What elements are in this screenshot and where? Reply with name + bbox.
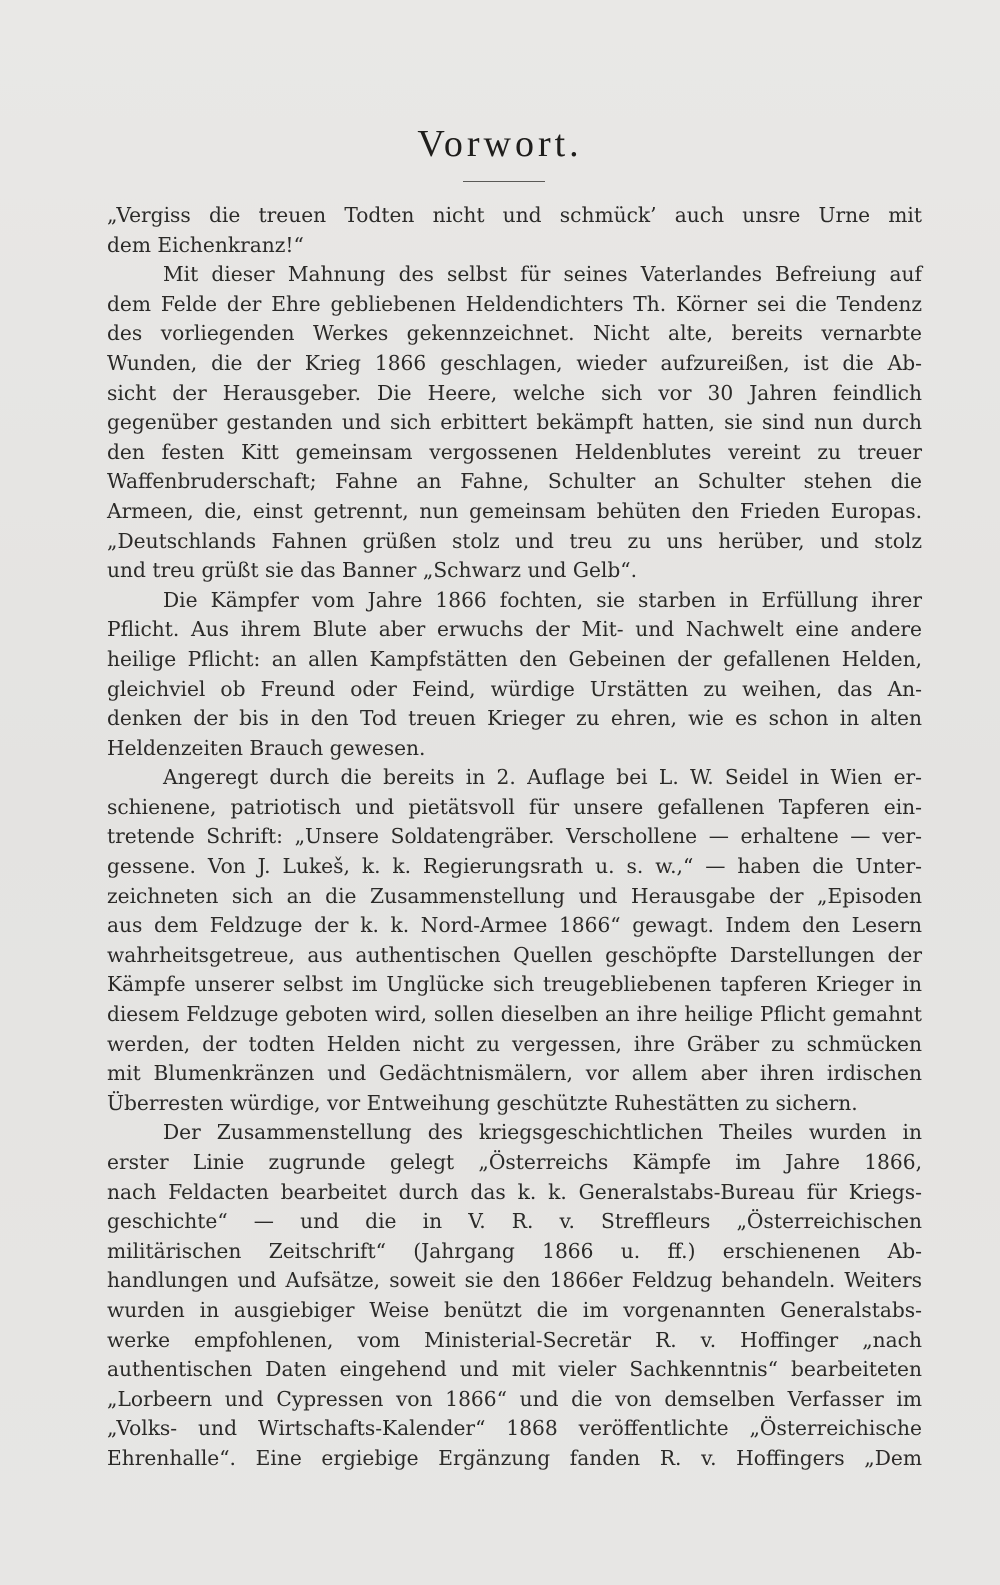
text-line: den festen Kitt gemeinsam vergossenen Heldenblutes vereint zu treuer — [107, 439, 922, 464]
text-line: tretende Schrift: „Unsere Soldatengräber. Verschollene — erhaltene — ver- — [107, 824, 922, 849]
text-line: Waffenbruderschaft; Fahne an Fahne, Schulter an Schulter stehen die — [107, 469, 922, 494]
text-line: Heldenzeiten Brauch gewesen. — [107, 735, 426, 760]
text-line: militärischen Zeitschrift“ (Jahrgang 1866 u. ff.) erschienenen Ab- — [107, 1238, 922, 1263]
title-rule — [463, 181, 545, 182]
text-line: Überresten würdige, vor Entweihung geschützte Ruhestätten zu sichern. — [107, 1090, 858, 1115]
text-line: gessene. Von J. Lukeš, k. k. Regierungsrath u. s. w.,“ — haben die Unter- — [107, 854, 922, 879]
text-line: authentischen Daten eingehend und mit vieler Sachkenntnis“ bearbeiteten — [107, 1357, 922, 1382]
text-line: Armeen, die, einst getrennt, nun gemeinsam behüten den Frieden Europas. — [107, 498, 922, 523]
page-title: Vorwort. — [417, 123, 583, 165]
text-line: Pflicht. Aus ihrem Blute aber erwuchs der Mit- und Nachwelt eine andere — [107, 617, 922, 642]
text-line: mit Blumenkränzen und Gedächtnismälern, vor allem aber ihren irdischen — [107, 1061, 922, 1086]
text-line: sicht der Herausgeber. Die Heere, welche sich vor 30 Jahren feindlich — [107, 380, 922, 405]
text-line: denken der bis in den Tod treuen Krieger zu ehren, wie es schon in alten — [107, 706, 922, 731]
text-line: „Vergiss die treuen Todten nicht und schmück’ auch unsre Urne mit — [107, 203, 922, 227]
text-line: Kämpfe unserer selbst im Unglücke sich treugebliebenen tapferen Krieger in — [107, 972, 922, 997]
text-line: Wunden, die der Krieg 1866 geschlagen, wieder aufzureißen, ist die Ab- — [107, 350, 922, 375]
text-line: „Deutschlands Fahnen grüßen stolz und treu zu uns herüber, und stolz — [107, 528, 922, 553]
text-line: nach Feldacten bearbeitet durch das k. k. Generalstabs-Bureau für Kriegs- — [107, 1179, 922, 1204]
text-line: wurden in ausgiebiger Weise benützt die im vorgenannten Generalstabs- — [107, 1297, 922, 1322]
text-line: „Lorbeern und Cypressen von 1866“ und die von demselben Verfasser im — [107, 1386, 922, 1411]
text-line: aus dem Feldzuge der k. k. Nord-Armee 1866“ gewagt. Indem den Lesern — [107, 913, 922, 938]
text-line: „Volks- und Wirtschafts-Kalender“ 1868 veröffentlichte „Österreichische — [107, 1416, 922, 1441]
text-line: Ehrenhalle“. Eine ergiebige Ergänzung fanden R. v. Hoffingers „Dem — [107, 1445, 922, 1470]
text-line: Mit dieser Mahnung des selbst für seines Vaterlandes Befreiung auf — [163, 262, 922, 287]
text-line: geschichte“ — und die in V. R. v. Streffleurs „Österreichischen — [107, 1209, 922, 1234]
text-line: dem Felde der Ehre gebliebenen Heldendichters Th. Körner sei die Tendenz — [107, 291, 922, 316]
text-line: Der Zusammenstellung des kriegsgeschichtlichen Theiles wurden in — [163, 1120, 922, 1145]
text-line: des vorliegenden Werkes gekennzeichnet. Nicht alte, bereits vernarbte — [107, 321, 922, 346]
text-line: werke empfohlenen, vom Ministerial-Secretär R. v. Hoffinger „nach — [107, 1327, 922, 1352]
text-line: dem Eichenkranz!“ — [107, 232, 304, 257]
text-line: schienene, patriotisch und pietätsvoll für unsere gefallenen Tapferen ein- — [107, 794, 922, 819]
text-line: werden, der todten Helden nicht zu vergessen, ihre Gräber zu schmücken — [107, 1031, 922, 1056]
text-line: wahrheitsgetreue, aus authentischen Quellen geschöpfte Darstellungen der — [107, 942, 922, 967]
text-line: zeichneten sich an die Zusammenstellung und Herausgabe der „Episoden — [107, 883, 922, 908]
text-line: erster Linie zugrunde gelegt „Österreichs Kämpfe im Jahre 1866, — [107, 1150, 922, 1174]
text-line: Die Kämpfer vom Jahre 1866 fochten, sie starben in Erfüllung ihrer — [163, 587, 922, 612]
text-line: Angeregt durch die bereits in 2. Auflage bei L. W. Seidel in Wien er- — [163, 765, 922, 790]
text-line: handlungen und Aufsätze, soweit sie den 1866er Feldzug behandeln. Weiters — [107, 1268, 922, 1293]
text-line: diesem Feldzuge geboten wird, sollen dieselben an ihre heilige Pflicht gemahnt — [107, 1002, 922, 1027]
body-text — [107, 201, 922, 1474]
text-line: gegenüber gestanden und sich erbittert bekämpft hatten, sie sind nun durch — [107, 410, 922, 435]
text-line: und treu grüßt sie das Banner „Schwarz und Gelb“. — [107, 558, 638, 583]
text-line: gleichviel ob Freund oder Feind, würdige Urstätten zu weihen, das An- — [107, 676, 922, 701]
text-line: heilige Pflicht: an allen Kampfstätten den Gebeinen der gefallenen Helden, — [107, 646, 922, 671]
